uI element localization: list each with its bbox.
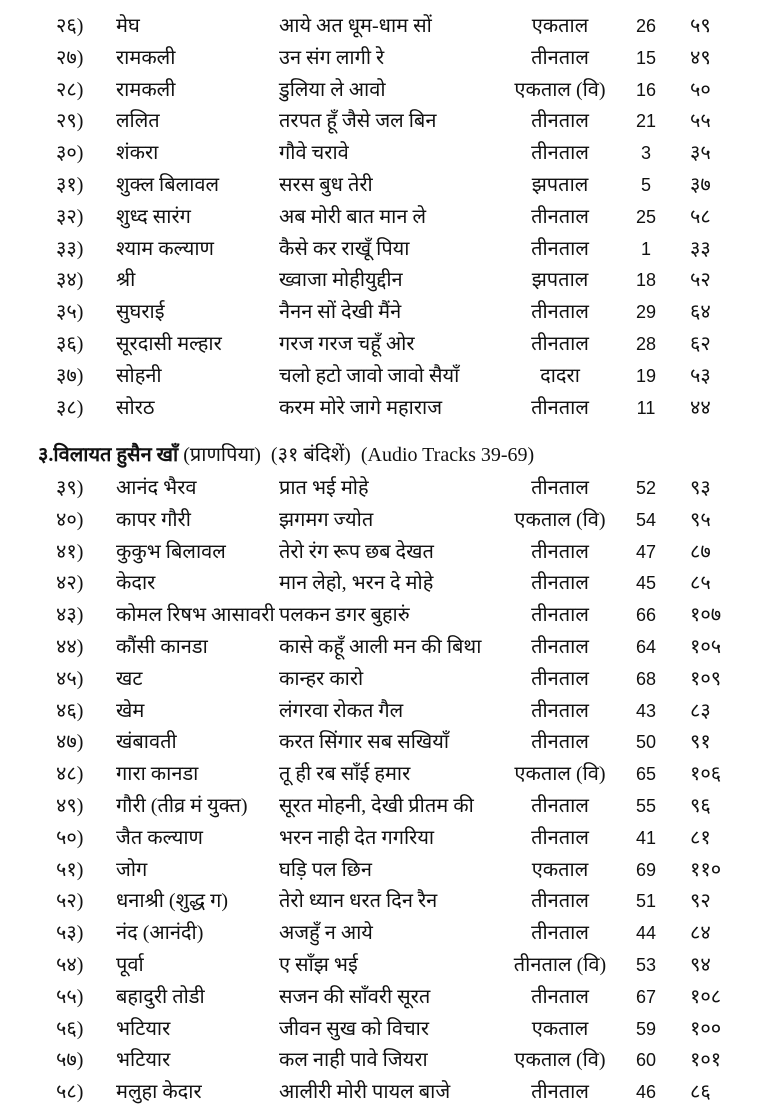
bandish-title: कैसे कर राखूँ पिया xyxy=(279,237,410,260)
audio-track-number: 16 xyxy=(635,79,657,100)
audio-track-number: 15 xyxy=(635,47,657,68)
page-number: ९४ xyxy=(690,954,711,976)
audio-track-number: 51 xyxy=(635,891,657,912)
raga-name: भटियार xyxy=(116,1017,171,1040)
serial-number: ३८) xyxy=(56,396,84,419)
raga-name: खट xyxy=(116,667,143,690)
bandish-title: तरपत हूँ जैसे जल बिन xyxy=(279,110,437,133)
audio-track-number: 69 xyxy=(635,859,657,880)
page-number: ८७ xyxy=(690,540,711,563)
taal-name: तीनताल xyxy=(531,985,589,1008)
bandish-title: ख्वाजा मोहीयुद्दीन xyxy=(279,269,403,292)
raga-name: सुघराई xyxy=(116,301,165,324)
section-count: (३१ बंदिशें) xyxy=(270,444,351,466)
page-number: ५९ xyxy=(690,15,711,37)
bandish-title: उन संग लागी रे xyxy=(279,46,385,69)
audio-track-number: 68 xyxy=(635,668,657,689)
table-row xyxy=(0,1045,780,1075)
raga-name: श्री xyxy=(116,269,136,292)
serial-number: ३०) xyxy=(56,142,84,165)
taal-name: झपताल xyxy=(531,269,589,292)
table-row xyxy=(0,297,780,327)
raga-name: शंकरा xyxy=(116,142,159,165)
page-number: ३५ xyxy=(690,142,711,165)
bandish-title: कासे कहूँ आली मन की बिथा xyxy=(279,636,482,658)
serial-number: ४१) xyxy=(56,540,84,563)
serial-number: ५५) xyxy=(56,985,84,1008)
serial-number: २९) xyxy=(56,110,84,133)
serial-number: २७) xyxy=(56,46,84,69)
audio-track-number: 19 xyxy=(635,365,657,386)
audio-track-number: 21 xyxy=(635,111,657,132)
raga-name: जोग xyxy=(116,858,148,881)
page-number: १०६ xyxy=(690,763,722,786)
table-row xyxy=(0,234,780,264)
page-number: ९३ xyxy=(690,477,711,499)
serial-number: ४७) xyxy=(56,731,84,754)
table-row xyxy=(0,11,780,41)
serial-number: ३५) xyxy=(56,301,84,324)
serial-number: ४६) xyxy=(56,699,84,722)
raga-name: नंद (आनंदी) xyxy=(116,922,204,945)
audio-track-number: 59 xyxy=(635,1018,657,1039)
table-row xyxy=(0,1014,780,1044)
taal-name: दादरा xyxy=(540,364,580,387)
page-number: ८१ xyxy=(690,826,711,849)
serial-number: ४२) xyxy=(56,572,84,595)
page-number: ५२ xyxy=(690,269,711,292)
page-number: ३७ xyxy=(690,174,711,196)
taal-name: एकताल (वि) xyxy=(514,1049,606,1072)
audio-track-number: 18 xyxy=(635,270,657,291)
section-alias: (प्राणपिया) xyxy=(183,444,261,466)
taal-name: तीनताल xyxy=(531,1081,589,1104)
serial-number: ३४) xyxy=(56,269,84,292)
page-number: १०१ xyxy=(690,1049,722,1072)
page-number: ८४ xyxy=(690,922,711,945)
page-number: ५३ xyxy=(690,364,711,387)
serial-number: ३३) xyxy=(56,237,84,260)
audio-track-number: 64 xyxy=(635,637,657,657)
taal-name: तीनताल xyxy=(531,572,589,595)
bandish-title: प्रात भई मोहे xyxy=(279,477,369,499)
bandish-title: कान्हर कारो xyxy=(279,667,364,690)
taal-name: तीनताल xyxy=(531,922,589,945)
raga-name: खेम xyxy=(116,699,145,722)
audio-track-number: 50 xyxy=(635,732,657,753)
bandish-title: अजहुँ न आये xyxy=(279,922,373,945)
bandish-title: अब मोरी बात मान ले xyxy=(279,205,426,228)
page-number: ५० xyxy=(690,78,711,101)
bandish-title: कल नाही पावे जियरा xyxy=(279,1049,428,1072)
raga-name: कुकुभ बिलावल xyxy=(116,540,226,563)
bandish-title: तेरो रंग रूप छब देखत xyxy=(279,540,434,563)
bandish-title: सजन की साँवरी सूरत xyxy=(279,985,431,1008)
serial-number: ५०) xyxy=(56,826,84,849)
table-row xyxy=(0,632,780,662)
raga-name: रामकली xyxy=(116,46,176,69)
audio-track-number: 65 xyxy=(635,764,657,785)
serial-number: २६) xyxy=(56,15,84,37)
raga-name: पूर्वा xyxy=(116,954,144,976)
bandish-title: चलो हटो जावो जावो सैयाँ xyxy=(279,364,460,387)
page-number: ११० xyxy=(690,858,722,881)
raga-name: भटियार xyxy=(116,1049,171,1072)
page-number: ६२ xyxy=(690,333,711,355)
bandish-title: करत सिंगार सब सखियाँ xyxy=(279,731,450,754)
taal-name: तीनताल xyxy=(531,205,589,228)
page-number: ८३ xyxy=(690,699,711,722)
raga-name: मेघ xyxy=(116,15,140,37)
bandish-title: घड़ि पल छिन xyxy=(279,858,372,881)
taal-name: एकताल (वि) xyxy=(514,763,606,786)
page-number: ४९ xyxy=(690,46,711,69)
audio-track-number: 29 xyxy=(635,302,657,323)
page-number: ४४ xyxy=(690,396,711,419)
taal-name: तीनताल xyxy=(531,110,589,133)
taal-name: तीनताल xyxy=(531,699,589,722)
raga-name: खंबावती xyxy=(116,731,177,754)
taal-name: तीनताल xyxy=(531,890,589,913)
taal-name: एकताल xyxy=(531,15,589,37)
page-number: १०९ xyxy=(690,667,722,690)
bandish-title: गौवे चरावे xyxy=(279,142,349,165)
page-number: ८६ xyxy=(690,1081,711,1104)
table-row xyxy=(0,361,780,391)
taal-name: तीनताल xyxy=(531,795,589,817)
table-row xyxy=(0,759,780,789)
taal-name: तीनताल xyxy=(531,636,589,658)
serial-number: ३१) xyxy=(56,174,84,196)
audio-track-number: 3 xyxy=(640,143,651,164)
raga-name: सोरठ xyxy=(116,396,155,419)
bandish-title: पलकन डगर बुहारुं xyxy=(279,604,410,627)
raga-name: श्याम कल्याण xyxy=(116,237,214,260)
page-number: १०७ xyxy=(690,604,722,627)
taal-name: एकताल xyxy=(531,858,589,881)
taal-name: तीनताल xyxy=(531,237,589,260)
serial-number: ५७) xyxy=(56,1049,84,1072)
audio-track-number: 1 xyxy=(640,238,651,259)
serial-number: ४५) xyxy=(56,667,84,690)
serial-number: ४३) xyxy=(56,604,84,627)
raga-name: आनंद भैरव xyxy=(116,477,197,499)
audio-track-number: 66 xyxy=(635,605,657,626)
raga-name: कौंसी कानडा xyxy=(116,636,208,658)
serial-number: ५४) xyxy=(56,954,84,976)
raga-name: सोहनी xyxy=(116,364,162,387)
serial-number: ५६) xyxy=(56,1017,84,1040)
bandish-title: तू ही रब साँई हमार xyxy=(279,763,411,786)
table-row xyxy=(0,202,780,232)
bandish-title: सरस बुध तेरी xyxy=(279,174,373,196)
bandish-title: तेरो ध्यान धरत दिन रैन xyxy=(279,890,438,913)
table-row xyxy=(0,505,780,535)
table-row xyxy=(0,982,780,1012)
table-row xyxy=(0,791,780,821)
audio-track-number: 26 xyxy=(635,16,657,36)
table-row xyxy=(0,393,780,423)
bandish-title: लंगरवा रोकत गैल xyxy=(279,699,404,722)
bandish-title: ए साँझ भई xyxy=(279,954,358,976)
table-row xyxy=(0,823,780,853)
bandish-title: मान लेहो, भरन दे मोहे xyxy=(279,572,434,595)
section-title: ३.विलायत हुसैन खाँ xyxy=(38,444,179,466)
serial-number: ४८) xyxy=(56,763,84,786)
raga-name: शुक्ल बिलावल xyxy=(116,174,220,196)
page-number: १०० xyxy=(690,1017,722,1040)
taal-name: तीनताल xyxy=(531,477,589,499)
taal-name: तीनताल xyxy=(531,142,589,165)
section-audio-tracks: (Audio Tracks 39-69) xyxy=(360,444,535,466)
serial-number: ४९) xyxy=(56,795,84,817)
raga-name: ललित xyxy=(116,110,160,133)
table-row xyxy=(0,473,780,503)
audio-track-number: 54 xyxy=(635,509,657,530)
page-number: ८५ xyxy=(690,572,711,595)
page-number: ३३ xyxy=(690,237,711,260)
raga-name: कोमल रिषभ आसावरी xyxy=(116,604,275,627)
audio-track-number: 43 xyxy=(635,700,657,721)
table-row xyxy=(0,600,780,630)
audio-track-number: 45 xyxy=(635,573,657,594)
bandish-title: करम मोरे जागे महाराज xyxy=(279,396,443,419)
page-number: ९६ xyxy=(690,795,711,817)
taal-name: तीनताल xyxy=(531,301,589,324)
taal-name: तीनताल xyxy=(531,46,589,69)
page-number: १०५ xyxy=(690,636,722,658)
raga-name: कापर गौरी xyxy=(116,508,191,531)
raga-name: गारा कानडा xyxy=(116,763,199,786)
table-row xyxy=(0,855,780,885)
bandish-title: नैनन सों देखी मैंने xyxy=(279,301,402,324)
bandish-title: डुलिया ले आवो xyxy=(279,78,386,101)
serial-number: ४४) xyxy=(56,636,84,658)
table-row xyxy=(0,918,780,948)
table-row xyxy=(0,568,780,598)
taal-name: तीनताल xyxy=(531,396,589,419)
table-row xyxy=(0,43,780,73)
table-row xyxy=(0,886,780,916)
bandish-title: जीवन सुख को विचार xyxy=(279,1017,430,1040)
raga-name: केदार xyxy=(116,572,156,595)
bandish-title: गरज गरज चहूँ ओर xyxy=(279,333,415,355)
taal-name: एकताल xyxy=(531,1017,589,1040)
audio-track-number: 25 xyxy=(635,206,657,227)
table-row xyxy=(0,1077,780,1107)
raga-name: धनाश्री (शुद्ध ग) xyxy=(116,890,229,913)
raga-name: बहादुरी तोडी xyxy=(116,985,205,1008)
bandish-title: भरन नाही देत गगरिया xyxy=(279,826,435,849)
audio-track-number: 67 xyxy=(635,986,657,1007)
taal-name: एकताल (वि) xyxy=(514,508,606,531)
table-row xyxy=(0,75,780,105)
table-row xyxy=(0,950,780,980)
audio-track-number: 52 xyxy=(635,478,657,498)
serial-number: ५२) xyxy=(56,890,84,913)
taal-name: तीनताल xyxy=(531,667,589,690)
bandish-title: आलीरी मोरी पायल बाजे xyxy=(279,1081,451,1104)
taal-name: तीनताल (वि) xyxy=(513,954,607,976)
taal-name: तीनताल xyxy=(531,826,589,849)
audio-track-number: 11 xyxy=(636,397,656,418)
table-row xyxy=(0,138,780,168)
page-number: ५८ xyxy=(690,205,711,228)
bandish-title: आये अत धूम-धाम सों xyxy=(279,15,432,37)
taal-name: तीनताल xyxy=(531,604,589,627)
taal-name: तीनताल xyxy=(531,731,589,754)
table-row xyxy=(0,727,780,757)
raga-name: रामकली xyxy=(116,78,176,101)
page-number: ९५ xyxy=(690,508,711,531)
taal-name: झपताल xyxy=(531,174,589,196)
page-number: ९२ xyxy=(690,890,711,913)
bandish-title: झगमग ज्योत xyxy=(279,508,374,531)
table-row xyxy=(0,537,780,567)
serial-number: ५८) xyxy=(56,1081,84,1104)
audio-track-number: 55 xyxy=(635,796,657,816)
page-number: १०८ xyxy=(690,985,722,1008)
taal-name: तीनताल xyxy=(531,333,589,355)
page-number: ५५ xyxy=(690,110,711,133)
taal-name: तीनताल xyxy=(531,540,589,563)
bandish-title: सूरत मोहनी, देखी प्रीतम की xyxy=(279,795,474,817)
raga-name: सूरदासी मल्हार xyxy=(116,333,222,355)
serial-number: ३६) xyxy=(56,333,84,355)
table-row xyxy=(0,329,780,359)
serial-number: २८) xyxy=(56,78,84,101)
table-row xyxy=(0,170,780,200)
raga-name: जैत कल्याण xyxy=(116,826,203,849)
table-row xyxy=(0,696,780,726)
audio-track-number: 47 xyxy=(635,541,657,562)
raga-name: शुध्द सारंग xyxy=(116,205,191,228)
serial-number: ५३) xyxy=(56,922,84,945)
audio-track-number: 41 xyxy=(635,827,657,848)
audio-track-number: 53 xyxy=(635,955,657,975)
audio-track-number: 46 xyxy=(635,1082,657,1103)
raga-name: मलुहा केदार xyxy=(116,1081,202,1104)
serial-number: ४०) xyxy=(56,508,84,531)
table-row xyxy=(0,265,780,295)
audio-track-number: 28 xyxy=(635,334,657,354)
page-number: ९१ xyxy=(690,731,711,754)
audio-track-number: 5 xyxy=(640,175,651,195)
taal-name: एकताल (वि) xyxy=(514,78,606,101)
raga-name: गौरी (तीव्र मं युक्त) xyxy=(116,795,248,817)
table-row xyxy=(0,664,780,694)
page-number: ६४ xyxy=(690,301,711,324)
serial-number: ५१) xyxy=(56,858,84,881)
serial-number: ३७) xyxy=(56,364,84,387)
serial-number: ३९) xyxy=(56,477,84,499)
section-heading xyxy=(38,440,534,470)
serial-number: ३२) xyxy=(56,205,84,228)
audio-track-number: 60 xyxy=(635,1050,657,1071)
table-row xyxy=(0,106,780,136)
audio-track-number: 44 xyxy=(635,923,657,944)
